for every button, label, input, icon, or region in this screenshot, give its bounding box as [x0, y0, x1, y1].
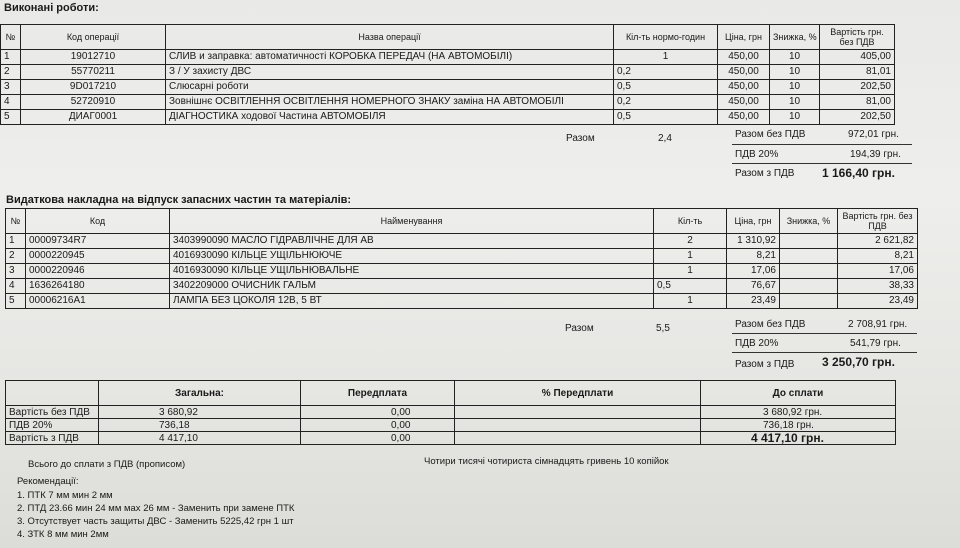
works-header-row	[1, 25, 895, 50]
col-header: Кіл-ть нормо-годин	[614, 25, 718, 50]
cell: 19012710	[21, 50, 166, 65]
recommendation-item: 3. Отсутствует часть защиты ДВС - Заменить 5225,42 грн 1 шт	[17, 516, 294, 527]
table-row	[1, 95, 895, 110]
col-header: % Передплати	[455, 381, 701, 406]
works-total-hours: 2,4	[658, 133, 672, 144]
cell: 4	[1, 95, 21, 110]
cell: 10	[770, 50, 820, 65]
parts-with-vat-value: 3 250,70 грн.	[822, 355, 895, 369]
table-row	[6, 406, 896, 419]
cell: 202,50	[820, 80, 895, 95]
cell: 3 680,92 грн.	[701, 406, 896, 419]
cell: 2	[1, 65, 21, 80]
table-row	[1, 65, 895, 80]
cell: 3 680,92	[99, 406, 301, 419]
parts-vat-value: 541,79 грн.	[850, 338, 901, 349]
works-vat-label: ПДВ 20%	[735, 149, 779, 160]
totals-table	[5, 380, 896, 445]
parts-title: Видаткова накладна на відпуск запасних частин та матеріалів:	[6, 194, 352, 206]
cell: 38,33	[838, 279, 918, 294]
cell: 0,00	[301, 406, 455, 419]
cell: З / У захисту ДВС	[166, 65, 614, 80]
col-header: Код	[26, 209, 170, 234]
works-table	[0, 24, 895, 125]
cell: 405,00	[820, 50, 895, 65]
cell: 736,18	[99, 419, 301, 432]
cell: 3403990090 МАСЛО ГІДРАВЛІЧНЕ ДЛЯ АВ	[170, 234, 654, 249]
col-header: №	[6, 209, 26, 234]
parts-vat-label: ПДВ 20%	[735, 338, 779, 349]
cell: 55770211	[21, 65, 166, 80]
cell: 2 621,82	[838, 234, 918, 249]
cell	[780, 279, 838, 294]
totals-header-row	[6, 381, 896, 406]
recommendation-item: 1. ПТК 7 мм мин 2 мм	[17, 490, 113, 501]
col-header: Кіл-ть	[654, 209, 727, 234]
works-no-vat-value: 972,01 грн.	[848, 129, 899, 140]
cell: 23,49	[838, 294, 918, 309]
cell: 4	[6, 279, 26, 294]
cell: 17,06	[727, 264, 780, 279]
cell: СЛИВ и заправка: автоматичності КОРОБКА ПЕРЕДАЧ (НА АВТОМОБІЛІ)	[166, 50, 614, 65]
col-header: До сплати	[701, 381, 896, 406]
table-row	[6, 294, 918, 309]
cell	[780, 249, 838, 264]
cell	[455, 432, 701, 445]
amount-in-words-value: Чотири тисячі чотириста сімнадцять гривень 10 копійок	[424, 456, 669, 467]
cell: 00009734R7	[26, 234, 170, 249]
cell: 4016930090 КІЛЬЦЕ УЩІЛЬНЮЮЧЕ	[170, 249, 654, 264]
works-title: Виконані роботи:	[4, 2, 99, 14]
cell: 450,00	[718, 110, 770, 125]
recommendation-item: 2. ПТД 23.66 мин 24 мм мах 26 мм - Заменить при замене ПТК	[17, 503, 295, 514]
parts-with-vat-label: Разом з ПДВ	[735, 359, 795, 370]
cell: 9D017210	[21, 80, 166, 95]
parts-table	[5, 208, 918, 309]
col-header: Вартість грн. без ПДВ	[820, 25, 895, 50]
cell	[455, 419, 701, 432]
table-row	[6, 234, 918, 249]
works-with-vat-label: Разом з ПДВ	[735, 168, 795, 179]
works-vat-value: 194,39 грн.	[850, 149, 901, 160]
table-row	[6, 419, 896, 432]
cell: ДИАГ0001	[21, 110, 166, 125]
cell: ПДВ 20%	[6, 419, 99, 432]
cell: 0,00	[301, 432, 455, 445]
col-header: Найменування	[170, 209, 654, 234]
table-row	[1, 50, 895, 65]
cell: 10	[770, 80, 820, 95]
cell: 76,67	[727, 279, 780, 294]
cell: 10	[770, 110, 820, 125]
table-row	[6, 279, 918, 294]
cell: Вартість з ПДВ	[6, 432, 99, 445]
cell: 0,5	[654, 279, 727, 294]
cell	[780, 264, 838, 279]
cell: 1	[1, 50, 21, 65]
cell: 1 310,92	[727, 234, 780, 249]
cell: 4 417,10	[99, 432, 301, 445]
cell: 3402209000 ОЧИСНИК ГАЛЬМ	[170, 279, 654, 294]
divider	[732, 163, 912, 164]
cell: Зовнішнє ОСВІТЛЕННЯ ОСВІТЛЕННЯ НОМЕРНОГО ЗНАКУ заміна НА АВТОМОБІЛІ	[166, 95, 614, 110]
col-header: Код операції	[21, 25, 166, 50]
col-header: Загальна:	[99, 381, 301, 406]
cell: 5	[1, 110, 21, 125]
cell: 450,00	[718, 95, 770, 110]
cell: 3	[6, 264, 26, 279]
cell: 1636264180	[26, 279, 170, 294]
parts-no-vat-label: Разом без ПДВ	[735, 319, 806, 330]
amount-in-words-label: Всього до сплати з ПДВ (прописом)	[28, 459, 186, 470]
parts-header-row	[6, 209, 918, 234]
cell: 0,5	[614, 110, 718, 125]
cell: 81,01	[820, 65, 895, 80]
table-row	[6, 249, 918, 264]
cell: 10	[770, 95, 820, 110]
col-header: Назва операції	[166, 25, 614, 50]
cell: 4016930090 КІЛЬЦЕ УЩІЛЬНЮВАЛЬНЕ	[170, 264, 654, 279]
works-total-label: Разом	[566, 133, 595, 144]
parts-total-qty: 5,5	[656, 323, 670, 334]
col-header: №	[1, 25, 21, 50]
parts-no-vat-value: 2 708,91 грн.	[848, 319, 908, 330]
divider	[732, 333, 917, 334]
cell: 450,00	[718, 65, 770, 80]
col-header: Вартість грн. без ПДВ	[838, 209, 918, 234]
table-row	[1, 80, 895, 95]
cell: 0,2	[614, 65, 718, 80]
works-no-vat-label: Разом без ПДВ	[735, 129, 806, 140]
cell: 4 417,10 грн.	[701, 432, 896, 445]
col-header: Знижка, %	[780, 209, 838, 234]
cell: 8,21	[727, 249, 780, 264]
cell: 202,50	[820, 110, 895, 125]
works-with-vat-value: 1 166,40 грн.	[822, 166, 895, 180]
table-row	[6, 432, 896, 445]
col-header	[6, 381, 99, 406]
cell: 1	[6, 234, 26, 249]
cell: 450,00	[718, 80, 770, 95]
recommendations-title: Рекомендації:	[17, 476, 79, 487]
cell: ЛАМПА БЕЗ ЦОКОЛЯ 12В, 5 ВТ	[170, 294, 654, 309]
cell: 1	[614, 50, 718, 65]
cell: 23,49	[727, 294, 780, 309]
col-header: Передплата	[301, 381, 455, 406]
cell: 450,00	[718, 50, 770, 65]
divider	[732, 352, 917, 353]
cell: 0000220945	[26, 249, 170, 264]
cell: 736,18 грн.	[701, 419, 896, 432]
cell: 81,00	[820, 95, 895, 110]
cell: 00006216A1	[26, 294, 170, 309]
cell: 1	[654, 249, 727, 264]
cell: ДІАГНОСТИКА ходової Частина АВТОМОБІЛЯ	[166, 110, 614, 125]
cell: 8,21	[838, 249, 918, 264]
parts-total-label: Разом	[565, 323, 594, 334]
cell: Слюсарні роботи	[166, 80, 614, 95]
cell: 3	[1, 80, 21, 95]
cell: 0,00	[301, 419, 455, 432]
table-row	[6, 264, 918, 279]
cell: 52720910	[21, 95, 166, 110]
cell: 2	[654, 234, 727, 249]
cell: 2	[6, 249, 26, 264]
cell: 1	[654, 294, 727, 309]
col-header: Знижка, %	[770, 25, 820, 50]
cell: 10	[770, 65, 820, 80]
cell	[455, 406, 701, 419]
cell: 0000220946	[26, 264, 170, 279]
recommendation-item: 4. ЗТК 8 мм мин 2мм	[17, 529, 109, 540]
cell: 0,5	[614, 80, 718, 95]
cell: 17,06	[838, 264, 918, 279]
cell: Вартість без ПДВ	[6, 406, 99, 419]
col-header: Ціна, грн	[727, 209, 780, 234]
col-header: Ціна, грн	[718, 25, 770, 50]
cell	[780, 234, 838, 249]
table-row	[1, 110, 895, 125]
divider	[732, 144, 912, 145]
cell: 1	[654, 264, 727, 279]
cell: 0,2	[614, 95, 718, 110]
cell: 5	[6, 294, 26, 309]
cell	[780, 294, 838, 309]
